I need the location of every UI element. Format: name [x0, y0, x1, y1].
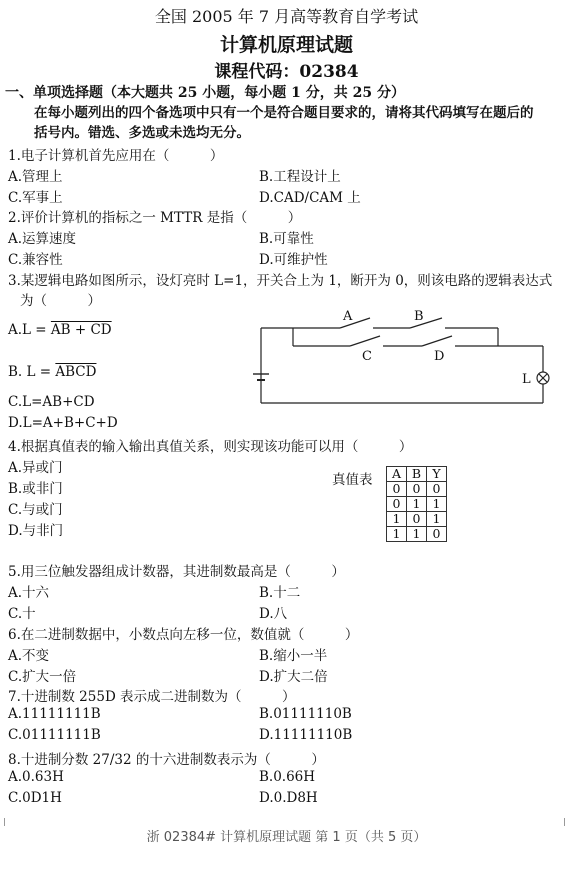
option-a-expression: AB + CD: [50, 322, 112, 338]
question-stem-cont: 为（ ）: [20, 293, 101, 309]
lamp-label-l: L: [522, 372, 531, 387]
option: B.0.66H: [259, 769, 316, 785]
option: A.十六: [8, 585, 50, 601]
table-cell: 0: [407, 512, 427, 527]
table-cell: 0: [407, 482, 427, 497]
option: B.01111110B: [259, 706, 352, 722]
table-row: [387, 512, 447, 527]
table-header-cell: B: [407, 467, 427, 482]
question-stem: 6.在二进制数据中，小数点向左移一位，数值就（ ）: [8, 627, 359, 643]
table-row: [387, 527, 447, 542]
option: C.0D1H: [8, 790, 62, 806]
question-stem: 7.十进制数 255D 表示成二进制数为（ ）: [8, 689, 296, 705]
option: C.十: [8, 606, 36, 622]
table-header-cell: A: [387, 467, 407, 482]
table-cell: 0: [427, 527, 447, 542]
option: D.扩大二倍: [259, 669, 328, 685]
option: A.管理上: [8, 169, 63, 185]
option-d: D.L=A+B+C+D: [8, 415, 118, 431]
option-a: [8, 322, 112, 338]
option: C.扩大一倍: [8, 669, 77, 685]
option: D.0.D8H: [259, 790, 318, 806]
question-stem: 1.电子计算机首先应用在（ ）: [8, 148, 224, 164]
section-instruction-2: 括号内。错选、多选或未选均无分。: [34, 125, 250, 141]
table-cell: 1: [387, 512, 407, 527]
option: A.运算速度: [8, 231, 77, 247]
option: A.11111111B: [8, 706, 101, 722]
table-row: [387, 497, 447, 512]
section-heading: 一、单项选择题（本大题共 25 小题，每小题 1 分，共 25 分）: [5, 85, 405, 101]
exam-header-line: 全国 2005 年 7 月高等教育自学考试: [154, 7, 419, 26]
option-b-expression: ABCD: [55, 364, 97, 380]
option: C.军事上: [8, 190, 63, 206]
question-stem: 2.评价计算机的指标之一 MTTR 是指（ ）: [8, 210, 302, 226]
page-footer: 浙 02384# 计算机原理试题 第 1 页（共 5 页）: [146, 830, 427, 845]
option: B.十二: [259, 585, 301, 601]
truth-table-header-row: [387, 467, 447, 482]
section-instruction-1: 在每小题列出的四个备选项中只有一个是符合题目要求的，请将其代码填写在题后的: [34, 105, 534, 121]
crop-mark-left: [4, 818, 13, 826]
switch-label-b: B: [414, 309, 424, 324]
page-title: 计算机原理试题: [219, 34, 353, 56]
crop-mark-right: [556, 818, 565, 826]
option: D.与非门: [8, 523, 64, 539]
table-cell: 1: [407, 497, 427, 512]
option: C.与或门: [8, 502, 63, 518]
option: A.不变: [8, 648, 50, 664]
option-c: C.L=AB+CD: [8, 394, 95, 410]
table-header-cell: Y: [427, 467, 447, 482]
course-code: 课程代码：02384: [214, 62, 359, 82]
table-row: [387, 482, 447, 497]
table-cell: 1: [427, 497, 447, 512]
option: B.或非门: [8, 481, 63, 497]
option-a-prefix: A.L =: [8, 322, 47, 338]
option: B.可靠性: [259, 231, 314, 247]
question-stem: 5.用三位触发器组成计数器，其进制数最高是（ ）: [8, 564, 345, 580]
option: B.缩小一半: [259, 648, 328, 664]
question-stem: 4.根据真值表的输入输出真值关系，则实现该功能可以用（ ）: [8, 439, 413, 455]
option: D.CAD/CAM 上: [259, 190, 361, 206]
switch-label-a: A: [343, 309, 353, 324]
option: A.异或门: [8, 460, 63, 476]
option: A.0.63H: [8, 769, 64, 785]
truth-table-title: 真值表: [332, 472, 373, 488]
question-stem: 3.某逻辑电路如图所示，设灯亮时 L=1，开关合上为 1，断开为 0，则该电路的逻辑表达式: [8, 273, 553, 289]
switch-label-d: D: [434, 349, 445, 364]
table-cell: 1: [387, 527, 407, 542]
option-b-prefix: B. L =: [8, 364, 52, 380]
option-b: [8, 364, 96, 380]
option: D.可维护性: [259, 252, 328, 268]
logic-circuit-diagram: [250, 300, 560, 412]
table-cell: 0: [427, 482, 447, 497]
switch-label-c: C: [362, 349, 372, 364]
question-stem: 8.十进制分数 27/32 的十六进制数表示为（ ）: [8, 752, 325, 768]
truth-table: [386, 466, 447, 542]
table-cell: 1: [407, 527, 427, 542]
option: D.八: [259, 606, 288, 622]
option: D.11111110B: [259, 727, 353, 743]
table-cell: 0: [387, 497, 407, 512]
table-cell: 1: [427, 512, 447, 527]
table-cell: 0: [387, 482, 407, 497]
option: B.工程设计上: [259, 169, 341, 185]
option: C.兼容性: [8, 252, 63, 268]
option: C.01111111B: [8, 727, 101, 743]
